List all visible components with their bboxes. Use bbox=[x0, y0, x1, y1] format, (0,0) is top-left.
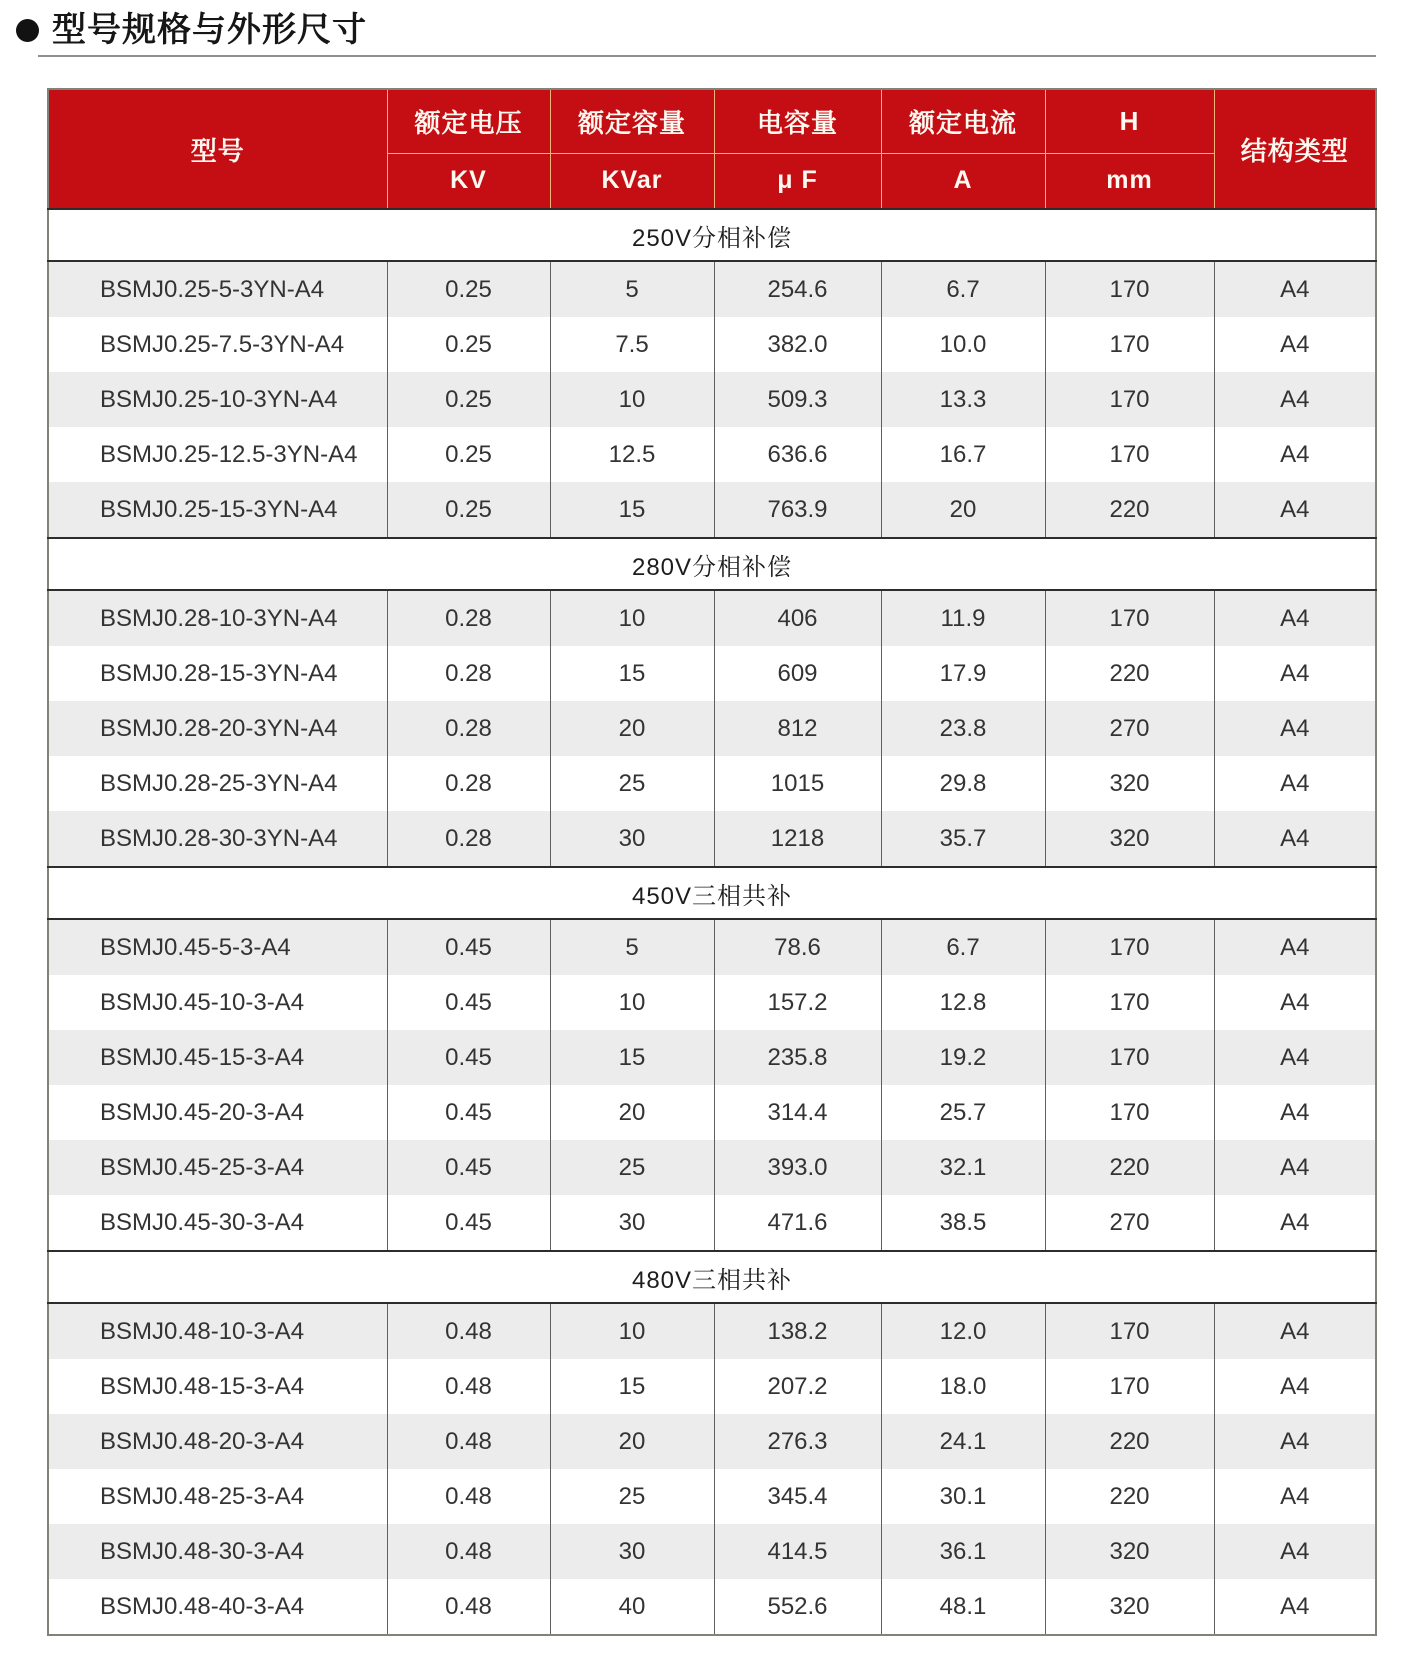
value-cell: 10.0 bbox=[881, 317, 1045, 372]
value-cell: A4 bbox=[1214, 317, 1376, 372]
data-row bbox=[48, 811, 1376, 867]
data-row bbox=[48, 590, 1376, 646]
section-title: 450V三相共补 bbox=[48, 867, 1376, 919]
section-title: 250V分相补偿 bbox=[48, 209, 1376, 261]
value-cell: 0.45 bbox=[387, 1085, 550, 1140]
value-cell: 0.25 bbox=[387, 427, 550, 482]
value-cell: 5 bbox=[550, 261, 714, 317]
value-cell: 763.9 bbox=[714, 482, 881, 538]
value-cell: 207.2 bbox=[714, 1359, 881, 1414]
value-cell: 170 bbox=[1045, 372, 1214, 427]
value-cell: 170 bbox=[1045, 1359, 1214, 1414]
value-cell: 0.25 bbox=[387, 482, 550, 538]
value-cell: 0.45 bbox=[387, 1030, 550, 1085]
value-cell: 0.48 bbox=[387, 1359, 550, 1414]
model-cell: BSMJ0.48-20-3-A4 bbox=[100, 1427, 305, 1455]
value-cell: 471.6 bbox=[714, 1195, 881, 1251]
col-unit-5: mm bbox=[1045, 153, 1214, 209]
value-cell: 138.2 bbox=[714, 1303, 881, 1359]
model-cell: BSMJ0.25-15-3YN-A4 bbox=[100, 495, 338, 523]
value-cell: 406 bbox=[714, 590, 881, 646]
value-cell: 12.0 bbox=[881, 1303, 1045, 1359]
value-cell: 0.28 bbox=[387, 811, 550, 867]
value-cell: 320 bbox=[1045, 1524, 1214, 1579]
value-cell: 40 bbox=[550, 1579, 714, 1635]
value-cell: 5 bbox=[550, 919, 714, 975]
value-cell: 314.4 bbox=[714, 1085, 881, 1140]
value-cell: 15 bbox=[550, 1359, 714, 1414]
value-cell: 25 bbox=[550, 1140, 714, 1195]
value-cell: 382.0 bbox=[714, 317, 881, 372]
value-cell: 20 bbox=[881, 482, 1045, 538]
data-row bbox=[48, 1303, 1376, 1359]
model-cell: BSMJ0.28-15-3YN-A4 bbox=[100, 659, 338, 687]
col-header-5: H bbox=[1045, 89, 1214, 153]
value-cell: 30 bbox=[550, 811, 714, 867]
value-cell: 36.1 bbox=[881, 1524, 1045, 1579]
data-row bbox=[48, 919, 1376, 975]
value-cell: 6.7 bbox=[881, 919, 1045, 975]
value-cell: A4 bbox=[1214, 975, 1376, 1030]
value-cell: A4 bbox=[1214, 646, 1376, 701]
value-cell: 29.8 bbox=[881, 756, 1045, 811]
value-cell: 15 bbox=[550, 482, 714, 538]
value-cell: 78.6 bbox=[714, 919, 881, 975]
section-row bbox=[48, 209, 1376, 261]
value-cell: 16.7 bbox=[881, 427, 1045, 482]
value-cell: 12.5 bbox=[550, 427, 714, 482]
spec-table-head bbox=[48, 89, 1376, 209]
value-cell: 10 bbox=[550, 590, 714, 646]
value-cell: 270 bbox=[1045, 701, 1214, 756]
value-cell: 0.45 bbox=[387, 1140, 550, 1195]
value-cell: 414.5 bbox=[714, 1524, 881, 1579]
value-cell: 0.28 bbox=[387, 590, 550, 646]
col-header-1: 额定电压 bbox=[387, 89, 550, 153]
model-cell: BSMJ0.48-15-3-A4 bbox=[100, 1372, 305, 1400]
page-title-row bbox=[16, 12, 367, 49]
col-unit-1: KV bbox=[387, 153, 550, 209]
value-cell: 276.3 bbox=[714, 1414, 881, 1469]
model-cell: BSMJ0.45-25-3-A4 bbox=[100, 1153, 305, 1181]
title-divider bbox=[38, 55, 1376, 57]
value-cell: 254.6 bbox=[714, 261, 881, 317]
value-cell: 25 bbox=[550, 756, 714, 811]
model-cell: BSMJ0.28-30-3YN-A4 bbox=[100, 824, 338, 852]
value-cell: 10 bbox=[550, 975, 714, 1030]
data-row bbox=[48, 1469, 1376, 1524]
data-row bbox=[48, 1414, 1376, 1469]
value-cell: 636.6 bbox=[714, 427, 881, 482]
value-cell: A4 bbox=[1214, 1359, 1376, 1414]
value-cell: A4 bbox=[1214, 427, 1376, 482]
value-cell: 0.45 bbox=[387, 1195, 550, 1251]
value-cell: A4 bbox=[1214, 756, 1376, 811]
value-cell: A4 bbox=[1214, 482, 1376, 538]
value-cell: A4 bbox=[1214, 261, 1376, 317]
value-cell: A4 bbox=[1214, 1303, 1376, 1359]
value-cell: 0.48 bbox=[387, 1524, 550, 1579]
value-cell: 15 bbox=[550, 646, 714, 701]
value-cell: A4 bbox=[1214, 1579, 1376, 1635]
model-cell: BSMJ0.45-20-3-A4 bbox=[100, 1098, 305, 1126]
model-cell: BSMJ0.48-10-3-A4 bbox=[100, 1317, 305, 1345]
value-cell: 509.3 bbox=[714, 372, 881, 427]
value-cell: 609 bbox=[714, 646, 881, 701]
col-header-0: 型号 bbox=[48, 89, 387, 209]
value-cell: 220 bbox=[1045, 1140, 1214, 1195]
value-cell: A4 bbox=[1214, 1085, 1376, 1140]
value-cell: 15 bbox=[550, 1030, 714, 1085]
col-unit-2: KVar bbox=[550, 153, 714, 209]
model-cell: BSMJ0.48-40-3-A4 bbox=[100, 1592, 305, 1620]
data-row bbox=[48, 1085, 1376, 1140]
value-cell: A4 bbox=[1214, 1469, 1376, 1524]
model-cell: BSMJ0.25-5-3YN-A4 bbox=[100, 275, 325, 303]
value-cell: 393.0 bbox=[714, 1140, 881, 1195]
col-header-4: 额定电流 bbox=[881, 89, 1045, 153]
value-cell: 220 bbox=[1045, 1469, 1214, 1524]
value-cell: A4 bbox=[1214, 1030, 1376, 1085]
value-cell: A4 bbox=[1214, 1140, 1376, 1195]
value-cell: 320 bbox=[1045, 1579, 1214, 1635]
value-cell: 30 bbox=[550, 1195, 714, 1251]
value-cell: 25.7 bbox=[881, 1085, 1045, 1140]
value-cell: 18.0 bbox=[881, 1359, 1045, 1414]
data-row bbox=[48, 1359, 1376, 1414]
value-cell: 35.7 bbox=[881, 811, 1045, 867]
data-row bbox=[48, 701, 1376, 756]
value-cell: 10 bbox=[550, 372, 714, 427]
spec-table-body bbox=[48, 209, 1376, 1635]
value-cell: 170 bbox=[1045, 1085, 1214, 1140]
value-cell: A4 bbox=[1214, 811, 1376, 867]
col-header-3: 电容量 bbox=[714, 89, 881, 153]
col-header-6: 结构类型 bbox=[1214, 89, 1376, 209]
value-cell: 38.5 bbox=[881, 1195, 1045, 1251]
data-row bbox=[48, 1524, 1376, 1579]
value-cell: 812 bbox=[714, 701, 881, 756]
value-cell: 1218 bbox=[714, 811, 881, 867]
model-cell: BSMJ0.25-10-3YN-A4 bbox=[100, 385, 338, 413]
value-cell: 0.28 bbox=[387, 756, 550, 811]
value-cell: 32.1 bbox=[881, 1140, 1045, 1195]
value-cell: 0.28 bbox=[387, 646, 550, 701]
value-cell: 235.8 bbox=[714, 1030, 881, 1085]
value-cell: 170 bbox=[1045, 590, 1214, 646]
value-cell: 170 bbox=[1045, 1303, 1214, 1359]
value-cell: 170 bbox=[1045, 427, 1214, 482]
value-cell: 11.9 bbox=[881, 590, 1045, 646]
data-row bbox=[48, 1579, 1376, 1635]
data-row bbox=[48, 975, 1376, 1030]
value-cell: 0.25 bbox=[387, 261, 550, 317]
value-cell: 12.8 bbox=[881, 975, 1045, 1030]
value-cell: A4 bbox=[1214, 1414, 1376, 1469]
model-cell: BSMJ0.45-15-3-A4 bbox=[100, 1043, 305, 1071]
page-title: 型号规格与外形尺寸 bbox=[52, 11, 367, 49]
col-header-2: 额定容量 bbox=[550, 89, 714, 153]
value-cell: 0.45 bbox=[387, 975, 550, 1030]
bullet-icon bbox=[16, 19, 39, 42]
value-cell: 20 bbox=[550, 701, 714, 756]
col-unit-3: μ F bbox=[714, 153, 881, 209]
value-cell: 23.8 bbox=[881, 701, 1045, 756]
value-cell: 220 bbox=[1045, 646, 1214, 701]
value-cell: 170 bbox=[1045, 975, 1214, 1030]
value-cell: 320 bbox=[1045, 811, 1214, 867]
model-cell: BSMJ0.28-10-3YN-A4 bbox=[100, 604, 338, 632]
value-cell: 25 bbox=[550, 1469, 714, 1524]
value-cell: A4 bbox=[1214, 919, 1376, 975]
data-row bbox=[48, 317, 1376, 372]
value-cell: 30.1 bbox=[881, 1469, 1045, 1524]
spec-table bbox=[47, 88, 1377, 1636]
value-cell: 157.2 bbox=[714, 975, 881, 1030]
value-cell: 0.48 bbox=[387, 1414, 550, 1469]
section-row bbox=[48, 1251, 1376, 1303]
value-cell: 24.1 bbox=[881, 1414, 1045, 1469]
value-cell: 17.9 bbox=[881, 646, 1045, 701]
value-cell: A4 bbox=[1214, 701, 1376, 756]
data-row bbox=[48, 427, 1376, 482]
section-row bbox=[48, 867, 1376, 919]
section-title: 280V分相补偿 bbox=[48, 538, 1376, 590]
data-row bbox=[48, 646, 1376, 701]
data-row bbox=[48, 1030, 1376, 1085]
value-cell: 0.48 bbox=[387, 1303, 550, 1359]
data-row bbox=[48, 482, 1376, 538]
model-cell: BSMJ0.25-12.5-3YN-A4 bbox=[100, 440, 358, 468]
section-title: 480V三相共补 bbox=[48, 1251, 1376, 1303]
value-cell: 20 bbox=[550, 1085, 714, 1140]
value-cell: 220 bbox=[1045, 482, 1214, 538]
section-row bbox=[48, 538, 1376, 590]
value-cell: A4 bbox=[1214, 1195, 1376, 1251]
value-cell: 552.6 bbox=[714, 1579, 881, 1635]
value-cell: 13.3 bbox=[881, 372, 1045, 427]
data-row bbox=[48, 1195, 1376, 1251]
value-cell: A4 bbox=[1214, 372, 1376, 427]
value-cell: 170 bbox=[1045, 1030, 1214, 1085]
value-cell: 1015 bbox=[714, 756, 881, 811]
value-cell: 270 bbox=[1045, 1195, 1214, 1251]
value-cell: 170 bbox=[1045, 261, 1214, 317]
value-cell: 10 bbox=[550, 1303, 714, 1359]
value-cell: 170 bbox=[1045, 317, 1214, 372]
value-cell: 0.25 bbox=[387, 317, 550, 372]
value-cell: 6.7 bbox=[881, 261, 1045, 317]
model-cell: BSMJ0.48-30-3-A4 bbox=[100, 1537, 305, 1565]
data-row bbox=[48, 756, 1376, 811]
model-cell: BSMJ0.25-7.5-3YN-A4 bbox=[100, 330, 345, 358]
value-cell: 170 bbox=[1045, 919, 1214, 975]
model-cell: BSMJ0.48-25-3-A4 bbox=[100, 1482, 305, 1510]
value-cell: 320 bbox=[1045, 756, 1214, 811]
value-cell: 0.48 bbox=[387, 1469, 550, 1524]
model-cell: BSMJ0.28-25-3YN-A4 bbox=[100, 769, 338, 797]
value-cell: A4 bbox=[1214, 590, 1376, 646]
value-cell: 220 bbox=[1045, 1414, 1214, 1469]
value-cell: 0.45 bbox=[387, 919, 550, 975]
col-unit-4: A bbox=[881, 153, 1045, 209]
value-cell: 19.2 bbox=[881, 1030, 1045, 1085]
data-row bbox=[48, 1140, 1376, 1195]
value-cell: 20 bbox=[550, 1414, 714, 1469]
model-cell: BSMJ0.45-5-3-A4 bbox=[100, 933, 291, 961]
value-cell: 7.5 bbox=[550, 317, 714, 372]
value-cell: 48.1 bbox=[881, 1579, 1045, 1635]
value-cell: 0.25 bbox=[387, 372, 550, 427]
model-cell: BSMJ0.28-20-3YN-A4 bbox=[100, 714, 338, 742]
value-cell: 0.28 bbox=[387, 701, 550, 756]
value-cell: 30 bbox=[550, 1524, 714, 1579]
value-cell: A4 bbox=[1214, 1524, 1376, 1579]
data-row bbox=[48, 261, 1376, 317]
value-cell: 0.48 bbox=[387, 1579, 550, 1635]
model-cell: BSMJ0.45-10-3-A4 bbox=[100, 988, 305, 1016]
value-cell: 345.4 bbox=[714, 1469, 881, 1524]
model-cell: BSMJ0.45-30-3-A4 bbox=[100, 1208, 305, 1236]
data-row bbox=[48, 372, 1376, 427]
